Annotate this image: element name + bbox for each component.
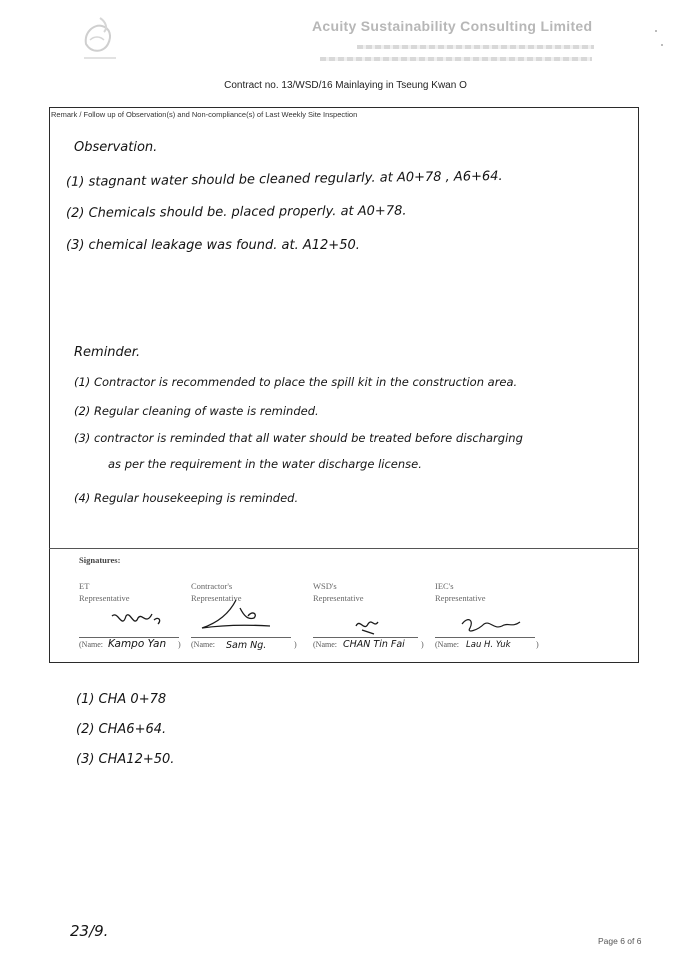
corner-mark [655, 30, 657, 32]
observation-item: (1) stagnant water should be cleaned regularly. at A0+78 , A6+64. [65, 168, 503, 190]
signature-name: Lau H. Yuk [466, 640, 511, 650]
footer-initials: 23/9. [70, 922, 109, 940]
signature-role: Representative [435, 593, 486, 603]
company-address-line [357, 45, 594, 49]
reminder-item: (1) Contractor is recommended to place the spill kit in the construction area. [74, 375, 518, 389]
signature-line [435, 637, 535, 638]
company-name: Acuity Sustainability Consulting Limited [312, 18, 593, 34]
signature-name-close: ) [294, 640, 297, 649]
signature-role: Representative [313, 593, 364, 603]
signature-line [313, 637, 418, 638]
corner-mark [661, 44, 663, 46]
signature-name-close: ) [178, 640, 181, 649]
signature-name-label: (Name: [79, 640, 103, 649]
signature-name-close: ) [421, 640, 424, 649]
observation-item: (2) Chemicals should be. placed properly. at A0+78. [65, 203, 407, 221]
signature-name: Kampo Yan [108, 638, 167, 650]
signatures-heading: Signatures: [79, 555, 121, 565]
signature-role: Contractor's [191, 581, 233, 591]
signature-mark [352, 614, 382, 638]
chainage-note: (3) CHA12+50. [76, 752, 175, 767]
signature-column-wsd [313, 580, 364, 604]
remark-title: Remark / Follow up of Observation(s) and Non-compliance(s) of Last Weekly Site Inspection [51, 110, 358, 119]
reminder-heading: Reminder. [74, 345, 141, 360]
reminder-item: as per the requirement in the water discharge license. [108, 457, 422, 471]
signature-role: ET [79, 581, 90, 591]
signature-role: Representative [191, 593, 242, 603]
signature-line [191, 637, 291, 638]
observation-item: (3) chemical leakage was found. at. A12+50. [66, 238, 360, 253]
signature-name: CHAN Tin Fai [343, 639, 405, 650]
chainage-note: (1) CHA 0+78 [76, 692, 167, 707]
page-number: Page 6 of 6 [598, 936, 642, 946]
signature-name-close: ) [536, 640, 539, 649]
signature-name-label: (Name: [435, 640, 459, 649]
chainage-note: (2) CHA6+64. [76, 722, 167, 737]
reminder-item: (4) Regular housekeeping is reminded. [74, 491, 299, 505]
company-logo-icon [78, 14, 122, 62]
signature-name-label: (Name: [313, 640, 337, 649]
contract-title: Contract no. 13/WSD/16 Mainlaying in Tseung Kwan O [224, 80, 467, 91]
signature-mark [196, 598, 276, 634]
reminder-item: (3) contractor is reminded that all water should be treated before discharging [74, 431, 523, 445]
signature-column-iec [435, 580, 486, 604]
reminder-item: (2) Regular cleaning of waste is reminded. [74, 404, 319, 418]
signature-mark [108, 608, 168, 638]
signature-role: WSD's [313, 581, 337, 591]
signature-role: Representative [79, 593, 130, 603]
signature-divider [49, 548, 639, 549]
observation-heading: Observation. [74, 140, 158, 155]
signature-role: IEC's [435, 581, 454, 591]
signature-mark [458, 614, 528, 638]
signature-name: Sam Ng. [226, 640, 267, 651]
signature-column-et [79, 580, 130, 604]
company-contact-line [320, 57, 592, 61]
signature-name-label: (Name: [191, 640, 215, 649]
